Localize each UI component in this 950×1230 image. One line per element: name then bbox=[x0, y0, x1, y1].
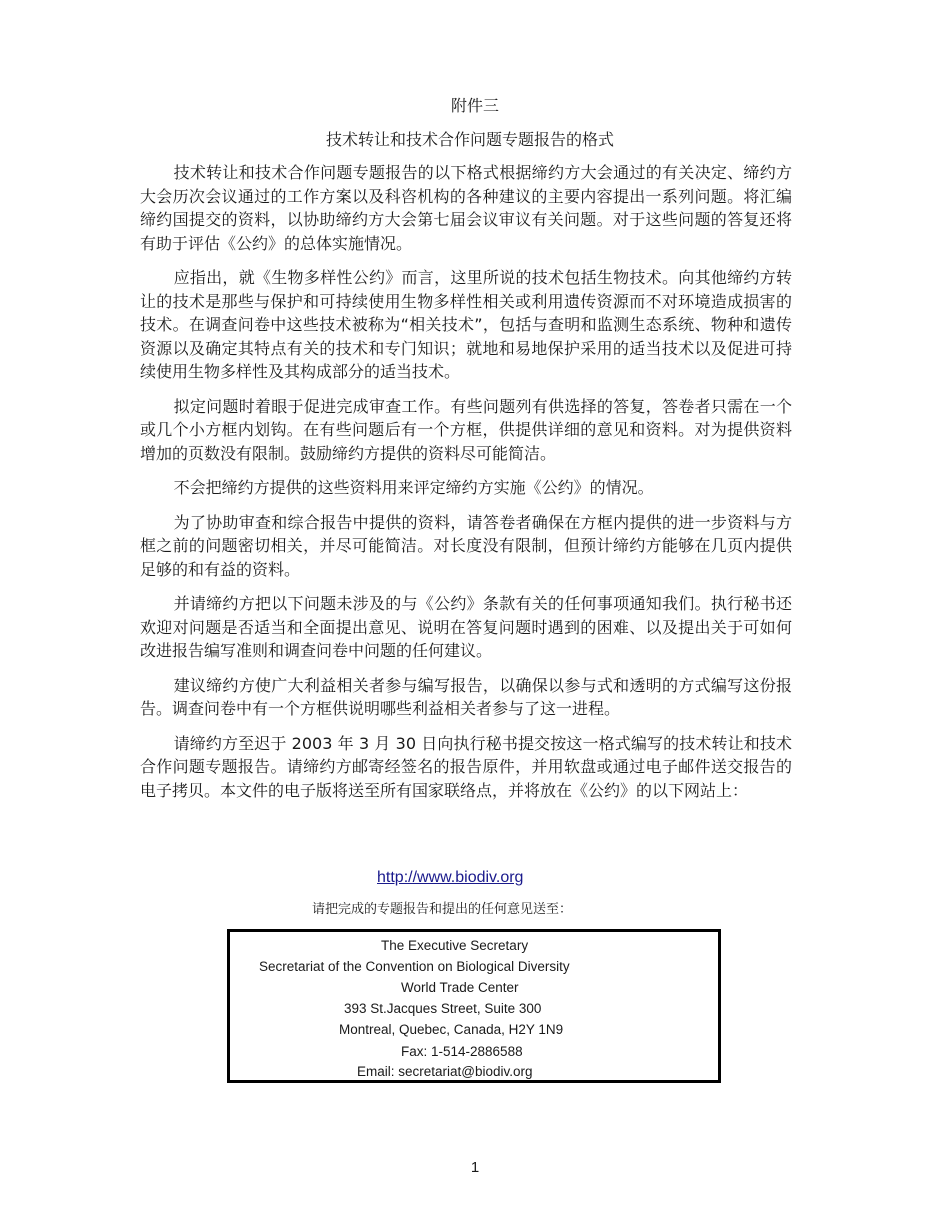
address-city: Montreal, Quebec, Canada, H2Y 1N9 bbox=[339, 1022, 564, 1037]
paragraph-concise: 为了协助审查和综合报告中提供的资料，请答卷者确保在方框内提供的进一步资料与方框之前的问题密切相关，并尽可能简洁。对长度没有限制，但预计缔约方能够在几页内提供足够的和有益的资料。 bbox=[140, 512, 792, 579]
address-recipient: The Executive Secretary bbox=[381, 938, 529, 953]
paragraph-assessment: 不会把缔约方提供的这些资料用来评定缔约方实施《公约》的情况。 bbox=[173, 478, 654, 497]
paragraph-other-matters: 并请缔约方把以下问题未涉及的与《公约》条款有关的任何事项通知我们。执行秘书还欢迎对问题是否适当和全面提出意见、说明在答复问题时遇到的困难、以及提出关于可如何改进报告编写准则和调查问卷中问题的任何建议。 bbox=[140, 594, 792, 660]
address-email[interactable]: Email: secretariat@biodiv.org bbox=[357, 1064, 533, 1079]
address-building: World Trade Center bbox=[401, 980, 519, 995]
address-street: 393 St.Jacques Street, Suite 300 bbox=[344, 1001, 542, 1016]
paragraph-stakeholders: 建议缔约方使广大利益相关者参与编写报告，以确保以参与式和透明的方式编写这份报告。调查问卷中有一个方框供说明哪些利益相关者参与了这一进程。 bbox=[140, 675, 792, 718]
annex-label: 附件三 bbox=[450, 96, 499, 115]
page-number: 1 bbox=[470, 1159, 480, 1176]
website-link[interactable] bbox=[377, 868, 557, 888]
address-fax: Fax: 1-514-2886588 bbox=[401, 1044, 523, 1059]
paragraph-questions: 拟定问题时着眼于促进完成审查工作。有些问题列有供选择的答复，答卷者只需在一个或几个小方框内划钩。在有些问题后有一个方框，供提供详细的意见和资料。对为提供资料增加的页数没有限制。鼓励缔约方提供的资料尽可能简洁。 bbox=[140, 396, 792, 463]
document-title: 技术转让和技术合作问题专题报告的格式 bbox=[325, 130, 614, 149]
paragraph-intro: 技术转让和技术合作问题专题报告的以下格式根据缔约方大会通过的有关决定、缔约方大会历次会议通过的工作方案以及科咨机构的各种建议的主要内容提出一系列问题。将汇编缔约国提交的资料，以协助缔约方大会第七届会议审议有关问题。对于这些问题的答复还将有助于评估《公约》的总体实施情况。 bbox=[140, 163, 792, 253]
paragraph-technology-definition: 应指出，就《生物多样性公约》而言，这里所说的技术包括生物技术。向其他缔约方转让的技术是那些与保护和可持续使用生物多样性相关或利用遗传资源而不对环境造成损害的技术。在调查问卷中这些技术被称为“相关技术”，包括与查明和监测生态系统、物种和遗传资源以及确定其特点有关的技术和专门知识；就地和易地保护采用的适当技术以及促进可持续使用生物多样性及其构成部分的适当技术。 bbox=[140, 268, 792, 381]
body-text bbox=[140, 161, 792, 813]
website-url[interactable]: http://www.biodiv.org bbox=[377, 869, 524, 886]
address-box bbox=[227, 929, 721, 1083]
paragraph-deadline: 请缔约方至迟于 2003 年 3 月 30 日向执行秘书提交按这一格式编写的技术转让和技术合作问题专题报告。请缔约方邮寄经签名的报告原件，并用软盘或通过电子邮件送交报告的电子拷贝。本文件的电子版将送至所有国家联络点，并将放在《公约》的以下网站上： bbox=[140, 733, 792, 800]
send-to-label: 请把完成的专题报告和提出的任何意见送至： bbox=[312, 902, 573, 917]
address-organization: Secretariat of the Convention on Biological Diversity bbox=[259, 959, 570, 974]
